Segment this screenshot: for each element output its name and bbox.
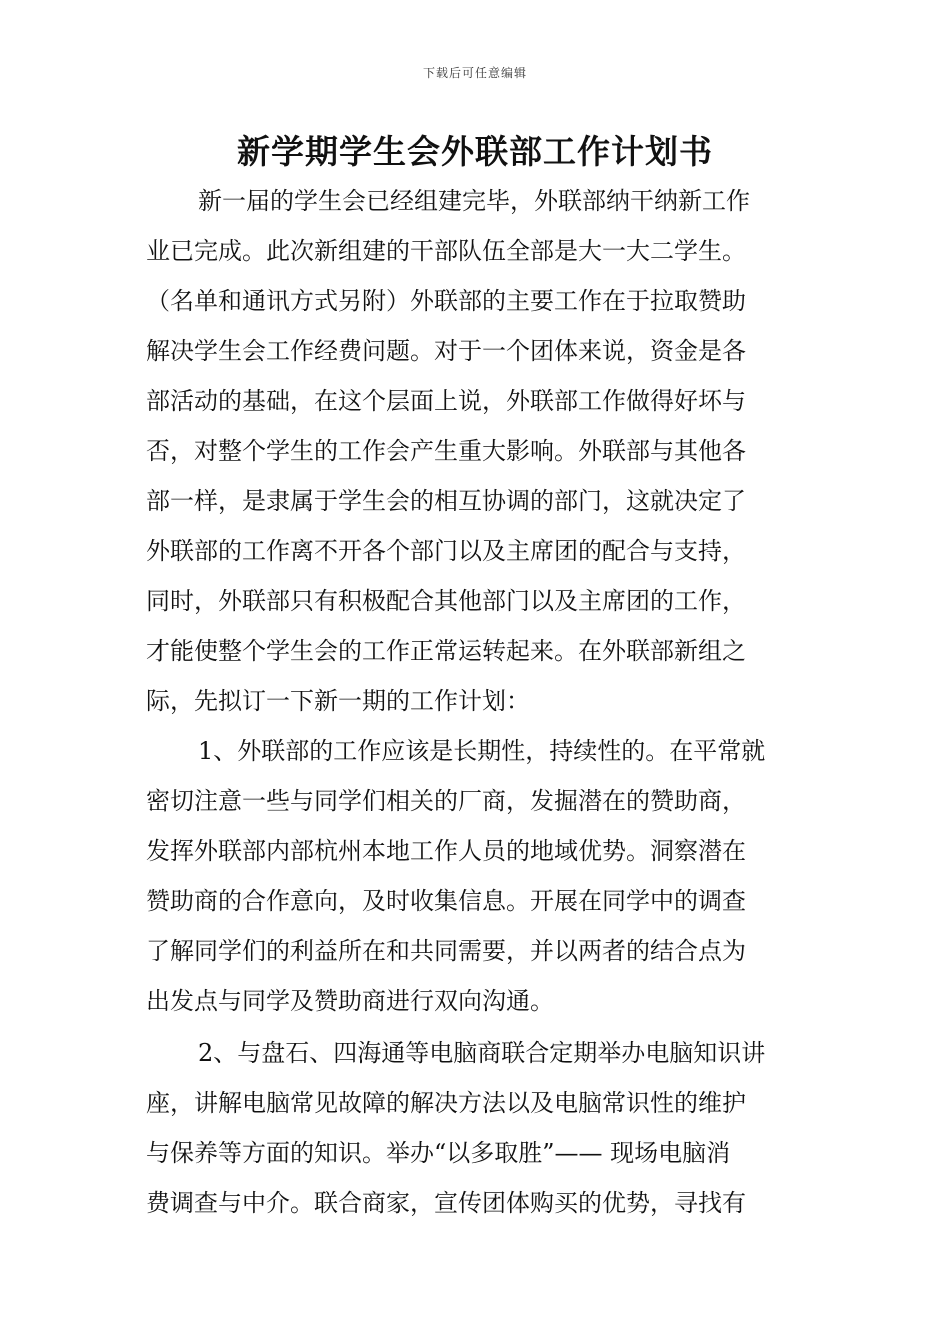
paragraph-item-2 — [146, 1028, 808, 1228]
document-body — [146, 176, 808, 1228]
text-line: 业已完成。此次新组建的干部队伍全部是大一大二学生。 — [146, 237, 746, 265]
paragraph-item-1 — [146, 726, 808, 1026]
document-title: 新学期学生会外联部工作计划书 — [237, 132, 713, 171]
text-line: 发挥外联部内部杭州本地工作人员的地域优势。洞察潜在 — [146, 837, 746, 865]
text-line: 赞助商的合作意向，及时收集信息。开展在同学中的调查 — [146, 887, 746, 915]
header-note: 下载后可任意编辑 — [422, 66, 527, 80]
text-line: 部活动的基础，在这个层面上说，外联部工作做得好坏与 — [146, 387, 746, 415]
text-line: 出发点与同学及赞助商进行双向沟通。 — [146, 987, 554, 1015]
text-line: 才能使整个学生会的工作正常运转起来。在外联部新组之 — [146, 637, 746, 665]
text-line: 座，讲解电脑常见故障的解决方法以及电脑常识性的维护 — [146, 1089, 746, 1117]
text-line: 际，先拟订一下新一期的工作计划： — [146, 687, 530, 715]
text-line: 与保养等方面的知识。举办“以多取胜”—— 现场电脑消 — [146, 1139, 731, 1167]
text-line: 同时，外联部只有积极配合其他部门以及主席团的工作， — [146, 587, 746, 615]
text-line: 否，对整个学生的工作会产生重大影响。外联部与其他各 — [146, 437, 746, 465]
text-line: 1、外联部的工作应该是长期性，持续性的。在平常就 — [198, 737, 766, 765]
text-line: 外联部的工作离不开各个部门以及主席团的配合与支持， — [146, 537, 746, 565]
text-line: 密切注意一些与同学们相关的厂商，发掘潜在的赞助商， — [146, 787, 746, 815]
text-line: 2、与盘石、四海通等电脑商联合定期举办电脑知识讲 — [198, 1039, 766, 1067]
text-line: 了解同学们的利益所在和共同需要，并以两者的结合点为 — [146, 937, 746, 965]
text-line: 部一样，是隶属于学生会的相互协调的部门，这就决定了 — [146, 487, 746, 515]
text-line: 解决学生会工作经费问题。对于一个团体来说，资金是各 — [146, 337, 746, 365]
text-line: （名单和通讯方式另附）外联部的主要工作在于拉取赞助 — [146, 287, 746, 315]
paragraph-intro — [146, 176, 808, 726]
text-line: 费调查与中介。联合商家，宣传团体购买的优势，寻找有 — [146, 1189, 746, 1217]
text-line: 新一届的学生会已经组建完毕，外联部纳干纳新工作 — [198, 187, 750, 215]
